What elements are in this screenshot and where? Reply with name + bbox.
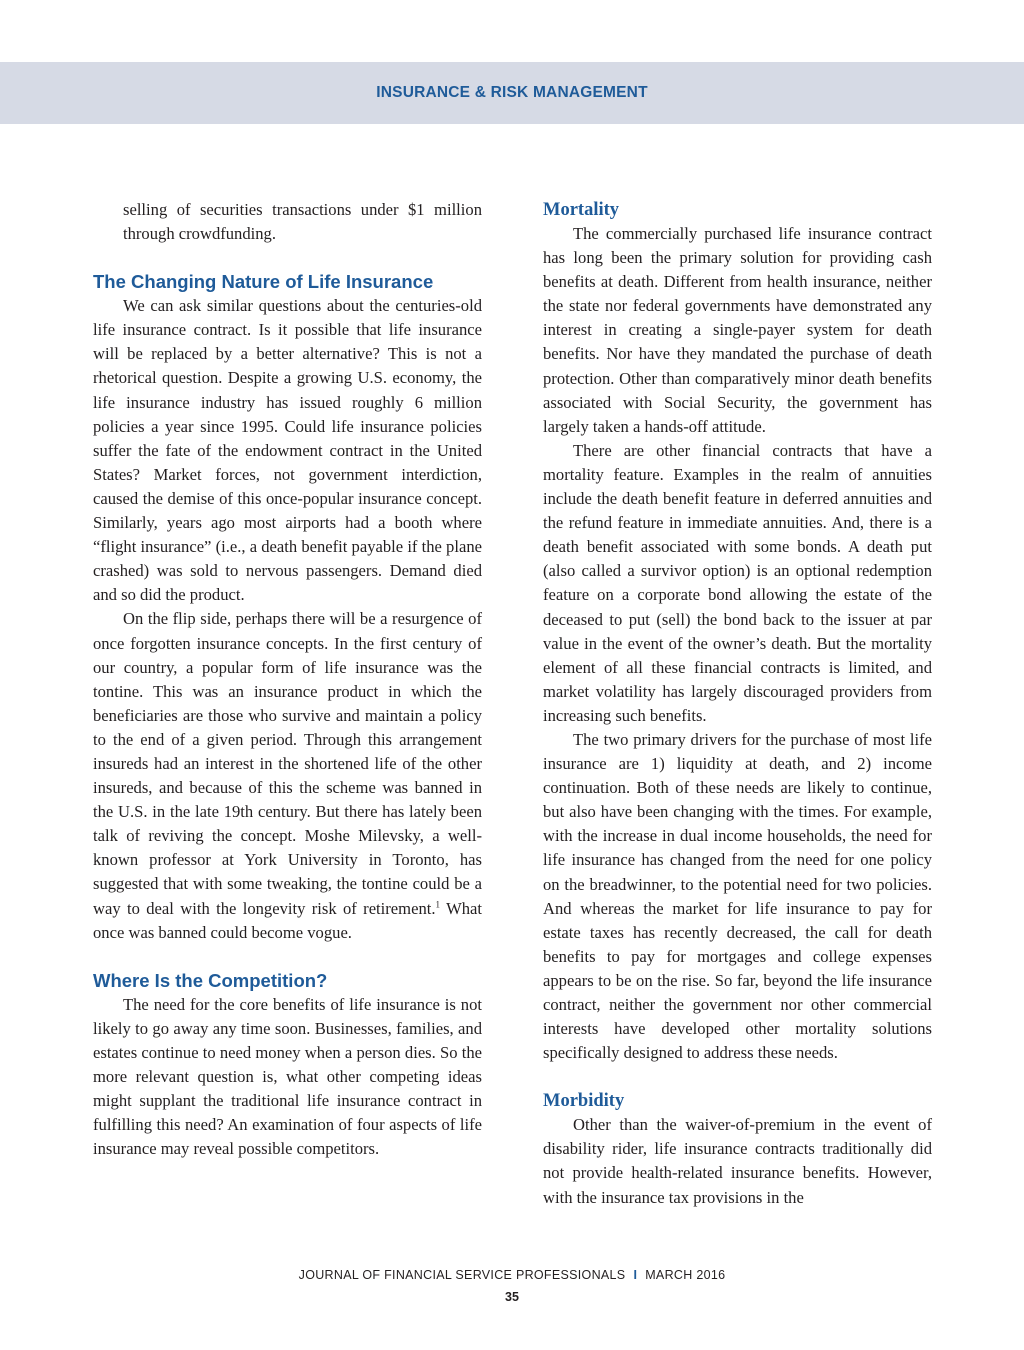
- heading-mortality: Mortality: [543, 200, 620, 220]
- right-column: [543, 198, 932, 1210]
- section-banner: [0, 62, 1024, 124]
- paragraph-mortality-2: There are other financial contracts that have a mortality feature. Examples in the realm of annuities include the death benefit feature in deferred annuities and the refund feature in immediate annuities. And, there is a death benefit associated with some bonds. A death put (also called a survivor option) is an optional redemption feature on a corporate bond allowing the estate of the deceased to put (sell) the bond back to the issuer at par value in the event of the owner’s death. But the mortality element of all these financial contracts is limited, and market volatility has largely discouraged providers from increasing such benefits.: [543, 440, 932, 725]
- paragraph-morbidity: Other than the waiver-of-premium in the event of disability rider, life insurance contracts traditionally did not provide health-related insurance benefits. However, with the insurance tax provisions in the: [543, 1115, 932, 1207]
- heading-changing-nature: The Changing Nature of Life Insurance: [93, 271, 434, 293]
- page-number: 35: [505, 1290, 519, 1304]
- footer-separator: I: [633, 1268, 638, 1282]
- paragraph-mortality-1: The commercially purchased life insurance contract has long been the primary solution for providing cash benefits at death. Different from health insurance, neither the state nor federal governments have demonstrated any interest in creating a single-payer system for death benefits. Nor have they mandated the purchase of death protection. Other than comparatively minor death benefits associated with Social Security, the government has largely taken a hands-off attitude.: [543, 224, 932, 436]
- journal-name: JOURNAL OF FINANCIAL SERVICE PROFESSIONALS: [298, 1268, 626, 1282]
- issue-date: MARCH 2016: [645, 1268, 726, 1282]
- heading-competition: Where Is the Competition?: [93, 969, 328, 991]
- paragraph-continued: selling of securities transactions under $1 million through crowdfunding.: [123, 200, 482, 244]
- left-column: [93, 198, 482, 1161]
- heading-morbidity: Morbidity: [543, 1091, 625, 1112]
- paragraph-changing-2-text: On the flip side, perhaps there will be a resurgence of once forgotten insurance concepts. In the first century of our country, a popular form of life insurance was the tontine. This was an insurance product in which the beneficiaries are those who survive and maintain a policy to the end of a given period. Through this arrangement insureds had an interest in the shortened life of the other insureds, and because of this the scheme was banned in the U.S. in the late 19th century. But there has lately been talk of reviving the concept. Moshe Milevsky, a well-known professor at York University in Toronto, has suggested that with some tweaking, the tontine could be a way to deal with the longevity risk of retirement.: [93, 609, 482, 918]
- paragraph-changing-2: [93, 607, 482, 944]
- journal-footer: [0, 1268, 1024, 1282]
- paragraph-changing-2-end: What once was banned could become vogue.: [93, 898, 482, 942]
- paragraph-mortality-3: The two primary drivers for the purchase of most life insurance are 1) liquidity at death, and 2) income continuation. Both of these needs are likely to continue, but also have been changing with the times. For example, with the increase in dual income households, the need for life insurance has changed from the need for one policy on the breadwinner, to the potential need for two policies. And whereas the market for life insurance to pay for estate taxes has recently decreased, the call for death benefits to pay for mortgages and college expenses appears to be on the rise. So far, beyond the life insurance contract, neither the government nor other commercial interests have developed other mortality solutions specifically designed to address these needs.: [543, 729, 932, 1063]
- paragraph-competition: The need for the core benefits of life insurance is not likely to go away any time soon. Businesses, families, and estates continue to need money when a person dies. So the more relevant question is, what other competing ideas might supplant the traditional life insurance contract in fulfilling this need? An examination of four aspects of life insurance may reveal possible competitors.: [93, 994, 482, 1159]
- footnote-reference: 1: [435, 899, 440, 909]
- paragraph-changing-1: We can ask similar questions about the centuries-old life insurance contract. Is it possible that life insurance will be replaced by a better alternative? This is not a rhetorical question. Despite a growing U.S. economy, the life insurance industry has issued roughly 6 million policies a year since 1995. Could life insurance policies suffer the fate of the endowment contract in the United States? Market forces, not government interdiction, caused the demise of this once-popular insurance concept. Similarly, years ago most airports had a booth where “flight insurance” (i.e., a death benefit payable if the plane crashed) was sold to nervous passengers. Demand died and so did the product.: [93, 296, 482, 605]
- section-title: INSURANCE & RISK MANAGEMENT: [376, 84, 648, 101]
